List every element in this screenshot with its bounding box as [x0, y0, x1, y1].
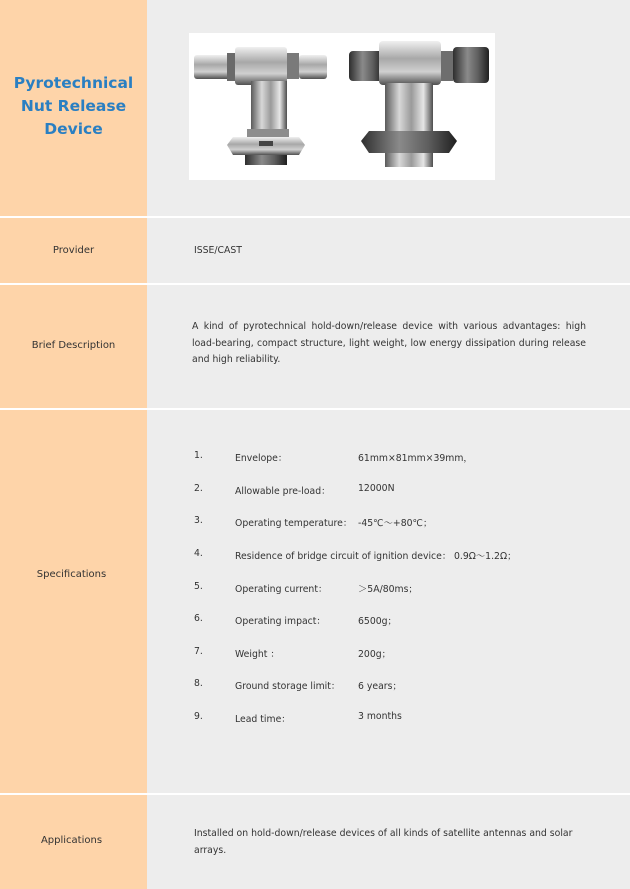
spec-name: Envelope： — [235, 453, 288, 464]
spec-value: 0.9Ω～1.2Ω； — [454, 551, 517, 562]
spec-item — [194, 613, 614, 627]
spec-number: 7. — [194, 646, 203, 657]
row-divider — [0, 283, 630, 285]
spec-value: 61mm×81mm×39mm， — [358, 453, 473, 464]
spec-name: Residence of bridge circuit of ignition device： — [235, 551, 452, 562]
spec-item — [194, 711, 614, 725]
applications-label: Applications — [40, 835, 103, 846]
spec-name: Operating current： — [235, 584, 328, 595]
spec-item — [194, 581, 614, 595]
specifications-label: Specifications — [36, 569, 107, 580]
spec-value: -45℃～+80℃； — [358, 518, 433, 529]
spec-number: 1. — [194, 450, 203, 461]
spec-value: 6500g； — [358, 616, 397, 627]
spec-value: 3 months — [358, 711, 402, 722]
spec-name: Allowable pre-load： — [235, 486, 331, 497]
brief-description-text: A kind of pyrotechnical hold-down/release device with various advantages: high load-bearing, compact structure, light weight, low energy dissipation during release and high reliability. — [192, 321, 586, 365]
nut-release-device-image — [189, 33, 495, 180]
spec-name: Ground storage limit： — [235, 681, 341, 692]
spec-name: Weight ： — [235, 649, 280, 660]
spec-value: 6 years； — [358, 681, 402, 692]
row-divider — [0, 216, 630, 218]
applications-text: Installed on hold-down/release devices of all kinds of satellite antennas and solar arrays. — [194, 828, 573, 856]
title-line: Device — [44, 120, 103, 138]
spec-item — [194, 678, 614, 692]
title-line: Nut Release — [20, 97, 127, 115]
spec-value: 200g； — [358, 649, 391, 660]
spec-value: ＞5A/80ms； — [358, 584, 418, 595]
spec-number: 9. — [194, 711, 203, 722]
spec-number: 5. — [194, 581, 203, 592]
spec-name: Operating impact： — [235, 616, 326, 627]
row-divider — [0, 793, 630, 795]
row-divider — [0, 408, 630, 410]
spec-number: 2. — [194, 483, 203, 494]
spec-name: Lead time： — [235, 714, 291, 725]
spec-item — [194, 450, 614, 464]
spec-item — [194, 646, 614, 660]
spec-item — [194, 548, 614, 562]
spec-number: 8. — [194, 678, 203, 689]
brief-description-label: Brief Description — [31, 340, 116, 351]
spec-number: 6. — [194, 613, 203, 624]
spec-name: Operating temperature： — [235, 518, 353, 529]
provider-value: ISSE/CAST — [194, 245, 242, 256]
product-photo — [189, 33, 495, 180]
provider-label: Provider — [52, 245, 95, 256]
spec-value: 12000N — [358, 483, 395, 494]
spec-item — [194, 515, 614, 529]
product-title — [0, 72, 147, 141]
spec-item — [194, 483, 614, 497]
title-line: Pyrotechnical — [13, 74, 134, 92]
spec-number: 3. — [194, 515, 203, 526]
spec-number: 4. — [194, 548, 203, 559]
